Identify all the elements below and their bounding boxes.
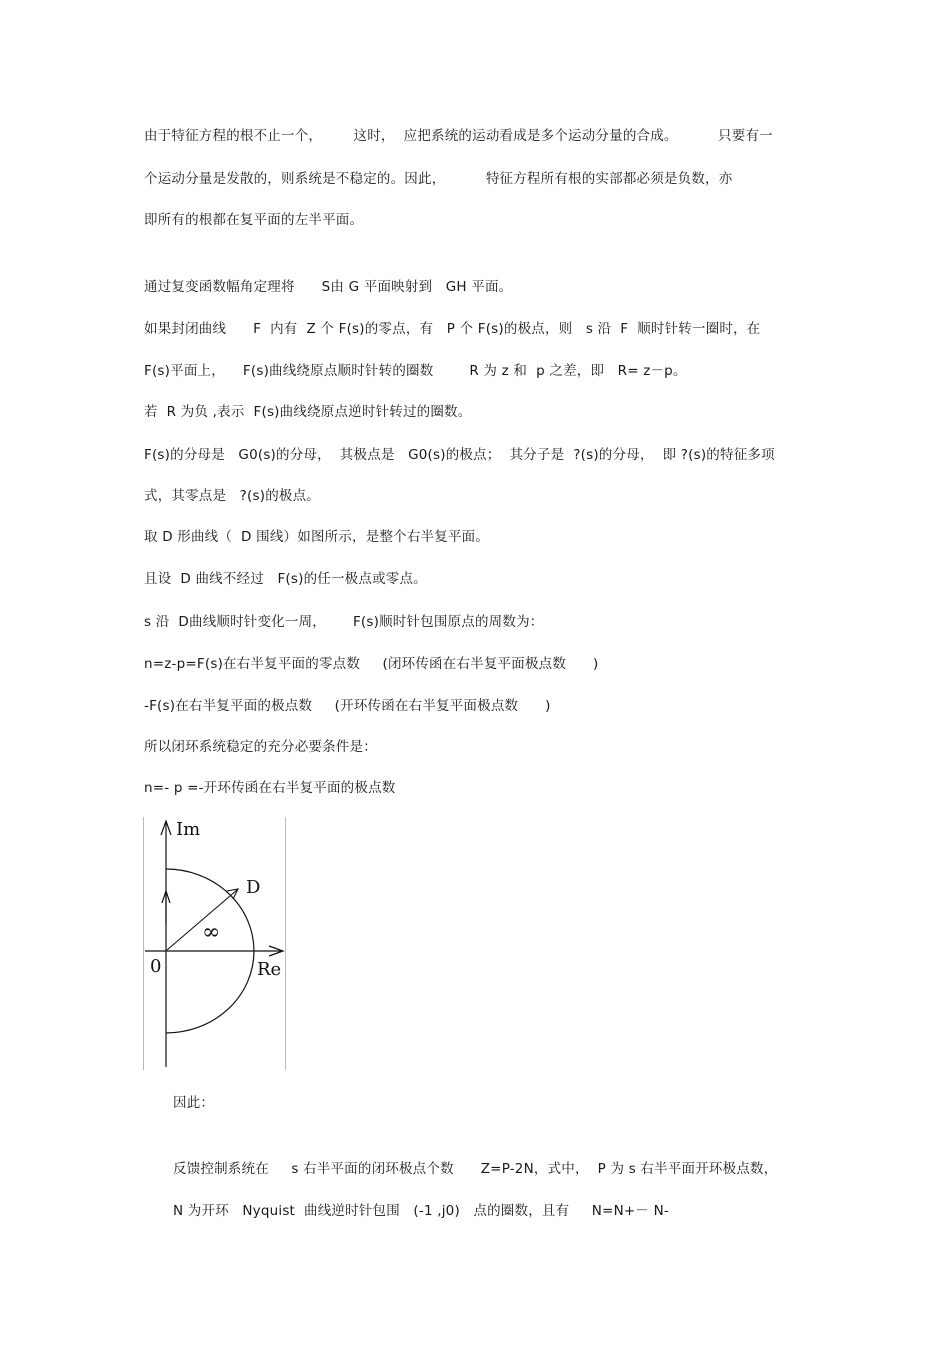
body-line-4: 通过复变函数幅角定理将 S由 G 平面映射到 GH 平面。 bbox=[144, 279, 513, 295]
d-label: D bbox=[246, 877, 261, 898]
imaginary-axis bbox=[161, 821, 171, 1067]
body-line-6: F(s)平面上， F(s)曲线绕原点顺时针转的圈数 R 为 z 和 p 之差，即 R= z－p。 bbox=[144, 363, 687, 379]
infinity-label: ∞ bbox=[202, 920, 221, 945]
after-figure-line-1: 因此： bbox=[173, 1095, 215, 1111]
body-line-13: n=z-p=F(s)在右半复平面的零点数 (闭环传函在右半复平面极点数 ) bbox=[144, 656, 599, 672]
body-line-2: 个运动分量是发散的，则系统是不稳定的。因此， 特征方程所有根的实部都必须是负数，亦 bbox=[144, 171, 733, 187]
body-line-7: 若 R 为负 ,表示 F(s)曲线绕原点逆时针转过的圈数。 bbox=[144, 404, 472, 420]
im-label: Im bbox=[176, 819, 201, 840]
body-line-12: s 沿 D曲线顺时针变化一周， F(s)顺时针包围原点的周数为： bbox=[144, 614, 544, 630]
body-line-10: 取 D 形曲线（ D 围线）如图所示，是整个右半复平面。 bbox=[144, 529, 490, 545]
body-line-15: 所以闭环系统稳定的充分必要条件是： bbox=[144, 739, 377, 755]
body-line-3: 即所有的根都在复平面的左半平面。 bbox=[144, 212, 364, 228]
body-line-14: -F(s)在右半复平面的极点数 (开环传函在右半复平面极点数 ) bbox=[144, 698, 551, 714]
after-figure-line-2: 反馈控制系统在 s 右半平面的闭环极点个数 Z=P-2N，式中， P 为 s 右半平面开环极点数， bbox=[173, 1161, 778, 1177]
re-label: Re bbox=[257, 959, 282, 980]
body-line-11: 且设 D 曲线不经过 F(s)的任一极点或零点。 bbox=[144, 571, 427, 587]
d-contour-figure bbox=[143, 817, 286, 1070]
origin-label: 0 bbox=[150, 956, 162, 977]
body-line-5: 如果封闭曲线 F 内有 Z 个 F(s)的零点，有 P 个 F(s)的极点，则 s 沿 F 顺时针转一圈时，在 bbox=[144, 321, 761, 337]
direction-arrow-icon bbox=[162, 891, 170, 925]
body-line-9: 式，其零点是 ?(s)的极点。 bbox=[144, 488, 321, 504]
body-line-8: F(s)的分母是 G0(s)的分母， 其极点是 G0(s)的极点； 其分子是 ?(s)的分母， 即 ?(s)的特征多项 bbox=[144, 447, 775, 463]
after-figure-line-3: N 为开环 Nyquist 曲线逆时针包围 (-1 ,j0) 点的圈数，且有 N=N+－ N- bbox=[173, 1203, 669, 1219]
body-line-16: n=- p =-开环传函在右半复平面的极点数 bbox=[144, 780, 396, 796]
body-line-1: 由于特征方程的根不止一个， 这时， 应把系统的运动看成是多个运动分量的合成。 只要有一 bbox=[144, 128, 773, 144]
